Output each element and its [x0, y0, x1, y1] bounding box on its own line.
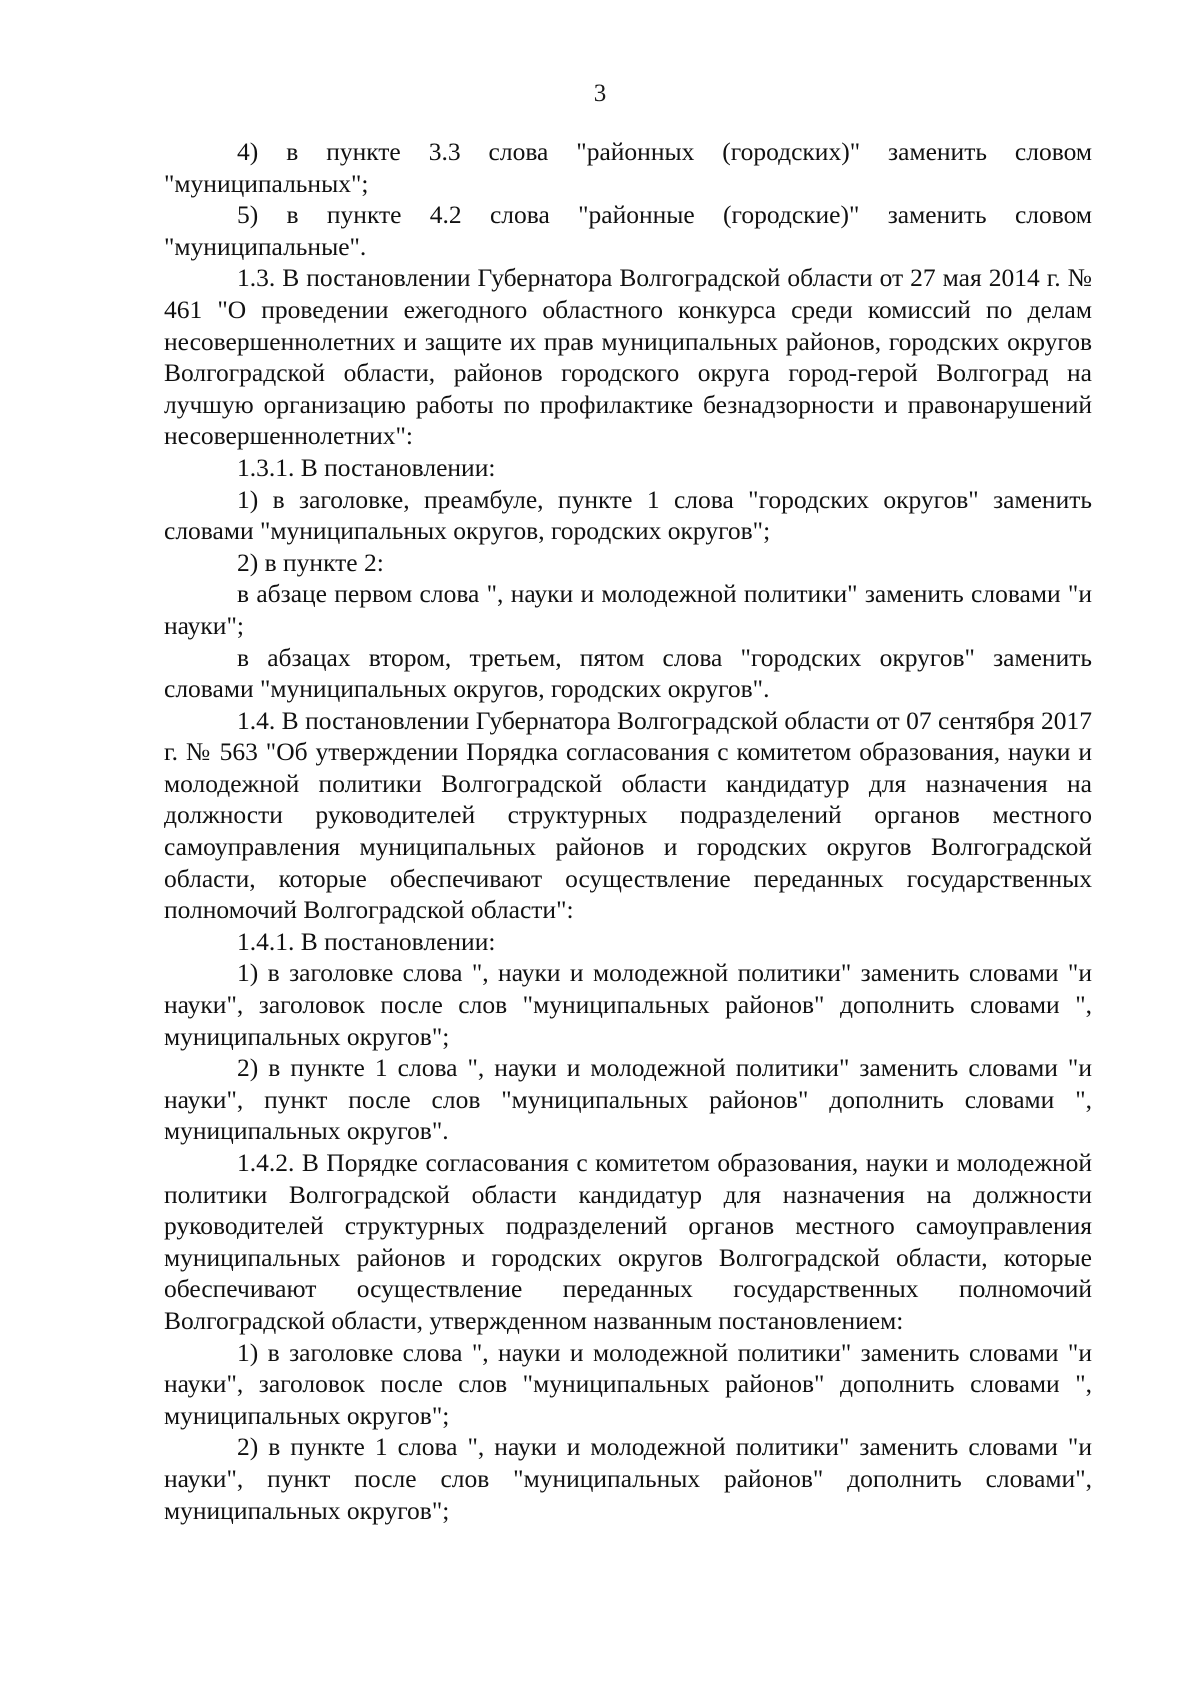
paragraph-1-4-1: 1.4.1. В постановлении: [237, 926, 496, 956]
page-number: 3 [593, 80, 607, 107]
paragraph-1-3-1-item-2: 2) в пункте 2: [237, 547, 384, 577]
paragraph-1-4-2-item-2: 2) в пункте 1 слова ", науки и молодежной политики" заменить словами "и науки", пункт после слов "муниципальных районов" дополнить словами", муниципальных округов"; [164, 1432, 1092, 1525]
paragraph-1-4-1-item-2: 2) в пункте 1 слова ", науки и молодежной политики" заменить словами "и науки", пункт после слов "муниципальных районов" дополнить словами ", муниципальных округов". [164, 1053, 1092, 1146]
paragraph-1-4-2: 1.4.2. В Порядке согласования с комитетом образования, науки и молодежной политики Волгоградской области кандидатур для назначения на должности руководителей структурных подразделений органов местного самоуправления муниципальных районов и городских округов Волгоградской области, которые обеспечивают осуществление переданных государственных полномочий Волгоградской области, утвержденном названным постановлением: [164, 1148, 1092, 1335]
paragraph-1-3-1-item-2-abzac-1: в абзаце первом слова ", науки и молодежной политики" заменить словами "и науки"; [164, 579, 1092, 640]
paragraph-1-3-1-item-1: 1) в заголовке, преамбуле, пункте 1 слова "городских округов" заменить словами "муниципальных округов, городских округов"; [164, 484, 1092, 546]
paragraph-1-4: 1.4. В постановлении Губернатора Волгоградской области от 07 сентября 2017 г. № 563 "Об утверждении Порядка согласования с комитетом образования, науки и молодежной политики Волгоградской области кандидатур для назначения на должности руководителей структурных подразделений органов местного самоуправления муниципальных районов и городских округов Волгоградской области, которые обеспечивают осуществление переданных государственных полномочий Волгоградской области": [164, 705, 1092, 925]
paragraph-item-5-section-4-2: 5) в пункте 4.2 слова "районные (городские)" заменить словом "муниципальные". [164, 200, 1092, 261]
paragraph-1-3: 1.3. В постановлении Губернатора Волгоградской области от 27 мая 2014 г. № 461 "О проведении ежегодного областного конкурса среди комиссий по делам несовершеннолетних и защите их прав муниципальных районов, городских округов Волгоградской области, районов городского округа город-герой Волгоград на лучшую организацию работы по профилактике безнадзорности и правонарушений несовершеннолетних": [164, 263, 1092, 451]
document-body [164, 136, 1092, 1526]
paragraph-1-4-1-item-1: 1) в заголовке слова ", науки и молодежной политики" заменить словами "и науки", заголовок после слов "муниципальных районов" дополнить словами ", муниципальных округов"; [164, 958, 1092, 1051]
paragraph-item-4-section-3-3: 4) в пункте 3.3 слова "районных (городских)" заменить словом "муниципальных"; [164, 137, 1092, 198]
paragraph-1-3-1-item-2-abzac-2: в абзацах втором, третьем, пятом слова "городских округов" заменить словами "муниципальных округов, городских округов". [164, 642, 1092, 704]
paragraph-1-3-1: 1.3.1. В постановлении: [237, 452, 496, 482]
paragraph-1-4-2-item-1: 1) в заголовке слова ", науки и молодежной политики" заменить словами "и науки", заголовок после слов "муниципальных районов" дополнить словами ", муниципальных округов"; [164, 1337, 1092, 1430]
